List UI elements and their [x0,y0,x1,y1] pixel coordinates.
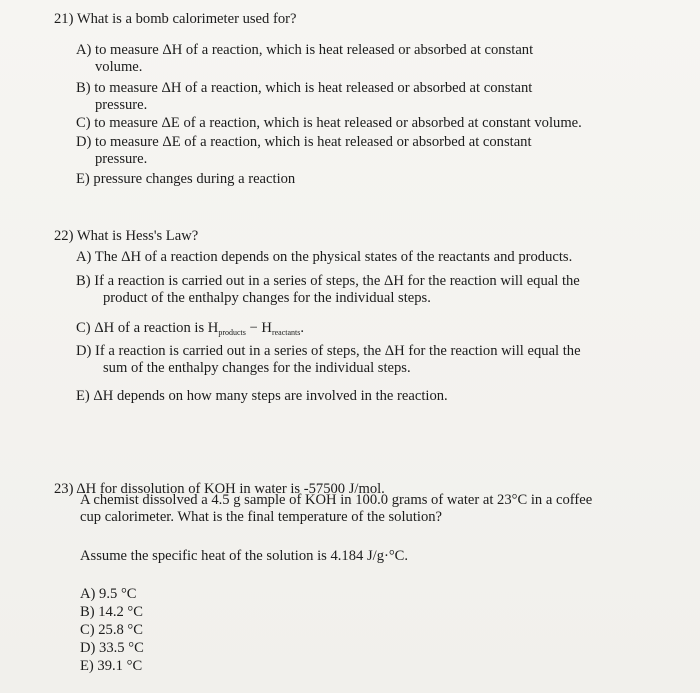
q23-option-b: B) 14.2 °C [80,604,143,620]
q23-option-e: E) 39.1 °C [80,658,143,674]
q23-stem-line1: A chemist dissolved a 4.5 g sample of KOH in 100.0 grams of water at 23°C in a coffee [80,492,593,508]
q23-assumption: Assume the specific heat of the solution is 4.184 J/g·°C. [80,548,409,564]
q21-option-d [76,134,532,168]
q22-option-e: E) ΔH depends on how many steps are involved in the reaction. [76,388,448,404]
q22-option-c [76,320,304,341]
q22-option-b-line1: B) If a reaction is carried out in a series of steps, the ΔH for the reaction will equal the [76,273,580,289]
q23-stem [80,492,592,526]
q21-option-b-line1: B) to measure ΔH of a reaction, which is heat released or absorbed at constant [76,80,533,96]
q23-option-a: A) 9.5 °C [80,586,137,602]
q22-option-b-line2: product of the enthalpy changes for the individual steps. [103,290,431,306]
q23-stem-line2: cup calorimeter. What is the final temperature of the solution? [80,509,443,525]
q21-option-b [76,80,532,114]
q21-option-e [76,171,295,188]
q21-option-a-line2: volume. [95,59,143,75]
q21-option-d-line2: pressure. [95,151,148,167]
q21-option-d-line1: D) to measure ΔE of a reaction, which is heat released or absorbed at constant [76,134,532,150]
q22-option-c-end: . [300,320,305,336]
question-22-title: 22) What is Hess's Law? [54,228,199,244]
q22-option-c-sub-reactants: reactants [271,328,301,337]
question-23-title: 23) ΔH for dissolution of KOH in water is -57500 J/mol. [54,481,385,497]
q22-option-c-sub-products: products [218,328,246,337]
q22-option-d [76,343,581,377]
q23-option-c: C) 25.8 °C [80,622,143,638]
q22-option-c-prefix: C) ΔH of a reaction is H [76,320,219,336]
q21-option-c [76,115,582,132]
q22-option-a: A) The ΔH of a reaction depends on the physical states of the reactants and products. [76,249,573,265]
q22-option-b [76,273,580,307]
q22-option-d-line1: D) If a reaction is carried out in a series of steps, the ΔH for the reaction will equal the [76,343,581,359]
question-21-title: 21) What is a bomb calorimeter used for? [54,11,297,27]
question-21 [54,10,654,28]
q21-option-c-line1: C) to measure ΔE of a reaction, which is heat released or absorbed at constant volume. [76,115,582,131]
q23-option-d: D) 33.5 °C [80,640,144,656]
question-22 [54,227,654,245]
q21-option-e-line1: E) pressure changes during a reaction [76,171,296,187]
q21-option-a [76,42,533,76]
q21-option-a-line1: A) to measure ΔH of a reaction, which is heat released or absorbed at constant [76,42,534,58]
q22-option-d-line2: sum of the enthalpy changes for the individual steps. [103,360,411,376]
q22-option-c-mid: − H [245,320,272,336]
q21-option-b-line2: pressure. [95,97,148,113]
